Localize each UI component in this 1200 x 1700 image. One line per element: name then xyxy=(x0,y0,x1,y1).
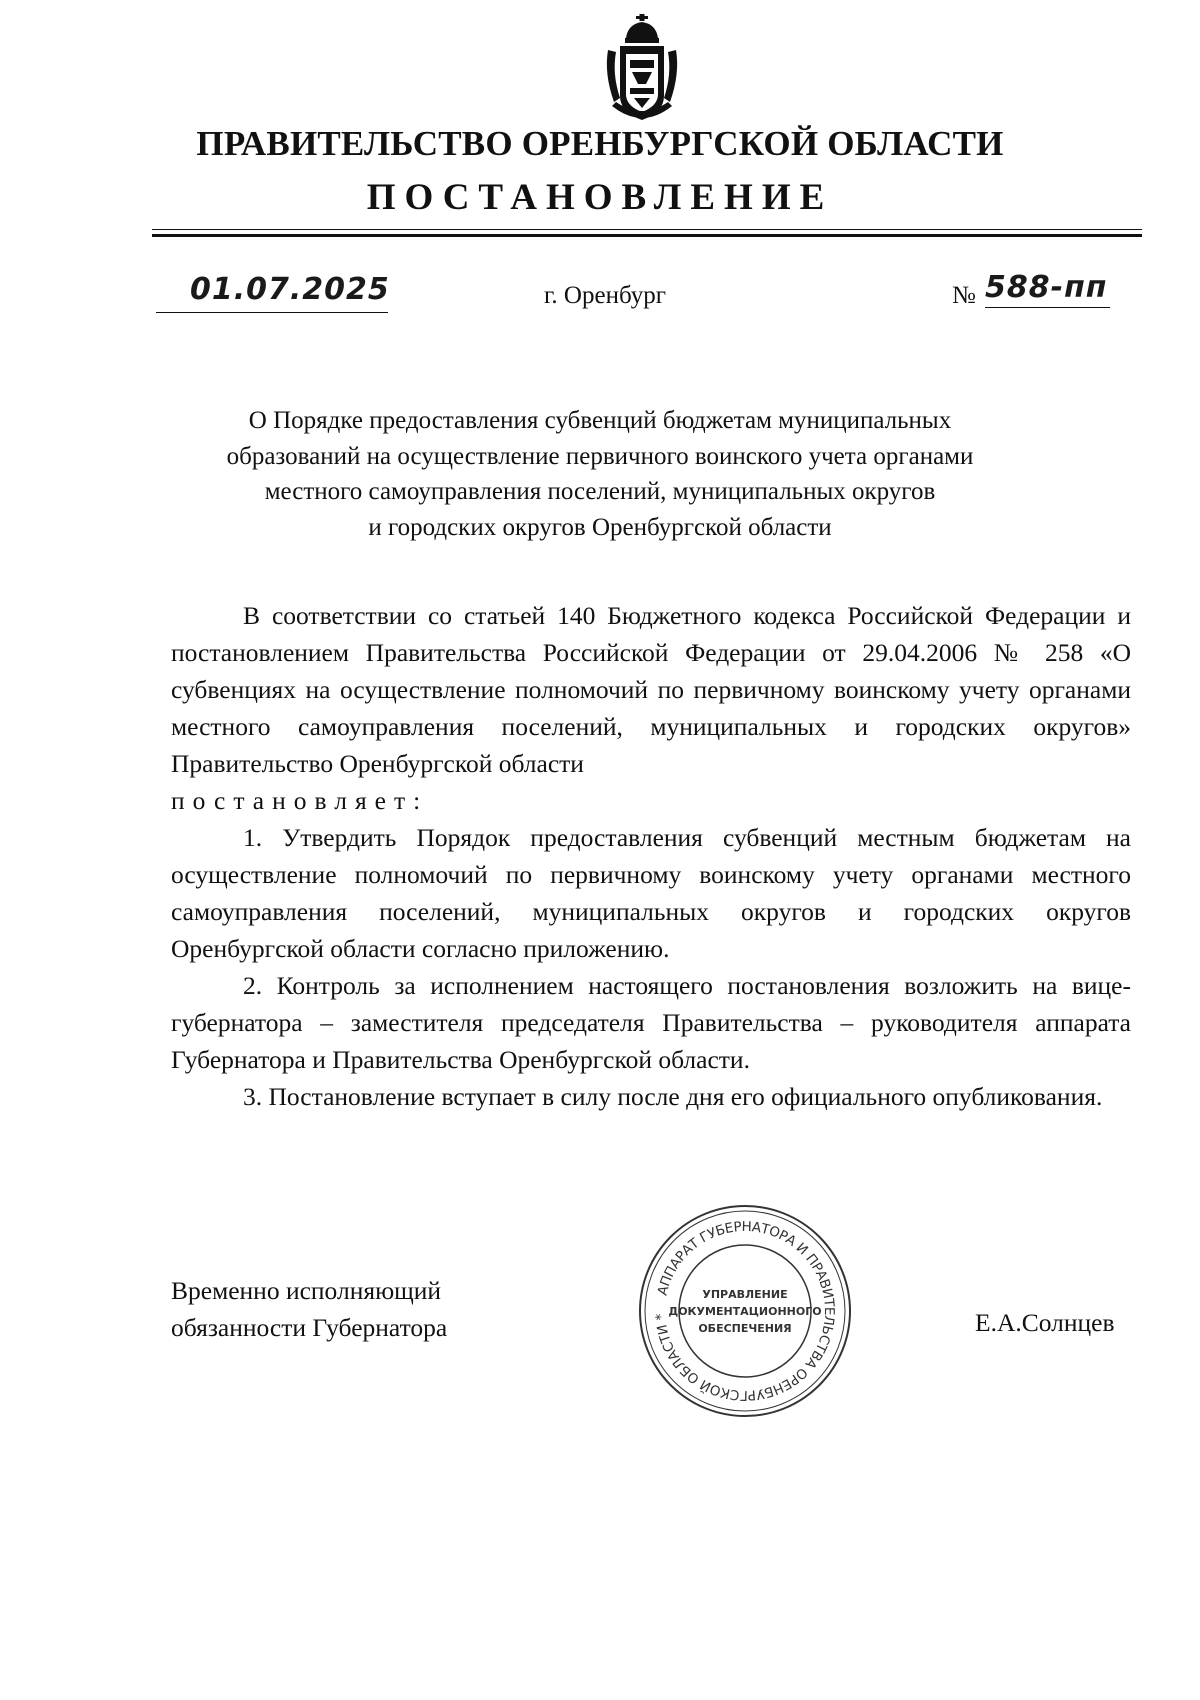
seal-center-line: ДОКУМЕНТАЦИОННОГО xyxy=(668,1305,822,1318)
official-seal-icon xyxy=(636,1202,854,1420)
number-sign: № xyxy=(952,282,976,309)
signatory-role-line: обязанности Губернатора xyxy=(171,1313,448,1342)
clause-paragraph: 3. Постановление вступает в силу после дня его официального опубликования. xyxy=(243,1082,1103,1111)
clause-paragraph: 2. Контроль за исполнением настоящего постановления возложить на вице-губернатора – заместителя председателя Правительства – руководителя аппарата Губернатора и Правительства Оренбургской области. xyxy=(171,971,1131,1074)
subject-line: О Порядке предоставления субвенций бюджетам муниципальных xyxy=(248,407,952,434)
signatory-name: Е.А.Солнцев xyxy=(975,1308,1115,1337)
document-type-title: ПОСТАНОВЛЕНИЕ xyxy=(366,177,834,218)
document-subject xyxy=(150,403,1050,545)
clause-paragraph: 1. Утвердить Порядок предоставления субвенций местным бюджетам на осуществление полномочий по первичному воинскому учету органами местного самоуправления поселений, муниципальных округов и городских округов Оренбургской области согласно приложению. xyxy=(171,823,1131,963)
signatory-role-line: Временно исполняющий xyxy=(171,1276,442,1305)
subject-line: местного самоуправления поселений, муниципальных округов xyxy=(264,478,936,505)
seal-center-line: ОБЕСПЕЧЕНИЯ xyxy=(698,1322,792,1335)
header-rule-thin xyxy=(152,229,1142,230)
document-city: г. Оренбург xyxy=(544,282,666,309)
subject-line: образований на осуществление первичного воинского учета органами xyxy=(226,442,974,470)
coat-of-arms-icon xyxy=(602,14,682,126)
header-rule-thick xyxy=(152,234,1142,237)
government-title: ПРАВИТЕЛЬСТВО ОРЕНБУРГСКОЙ ОБЛАСТИ xyxy=(196,124,1004,163)
document-body xyxy=(171,597,1131,1115)
subject-line: и городских округов Оренбургской области xyxy=(368,513,832,541)
preamble-paragraph: В соответствии со статьей 140 Бюджетного кодекса Российской Федерации и постановлением Правительства Российской Федерации от 29.04.2006 № 258 «О субвенциях на осуществление полномочий по первичному воинскому учету органами местного самоуправления поселений, муниципальных и городских округов» Правительство Оренбургской области xyxy=(171,601,1131,778)
signatory-role xyxy=(171,1272,447,1346)
seal-center-line: УПРАВЛЕНИЕ xyxy=(702,1288,788,1301)
document-date: 01.07.2025 xyxy=(190,272,390,307)
resolves-word: постановляет: xyxy=(171,786,429,815)
document-number: 588-пп xyxy=(985,270,1110,308)
seal-ring-text: АППАРАТ ГУБЕРНАТОРА И ПРАВИТЕЛЬСТВА ОРЕНБУРГСКОЙ ОБЛАСТИ * xyxy=(652,1218,838,1404)
